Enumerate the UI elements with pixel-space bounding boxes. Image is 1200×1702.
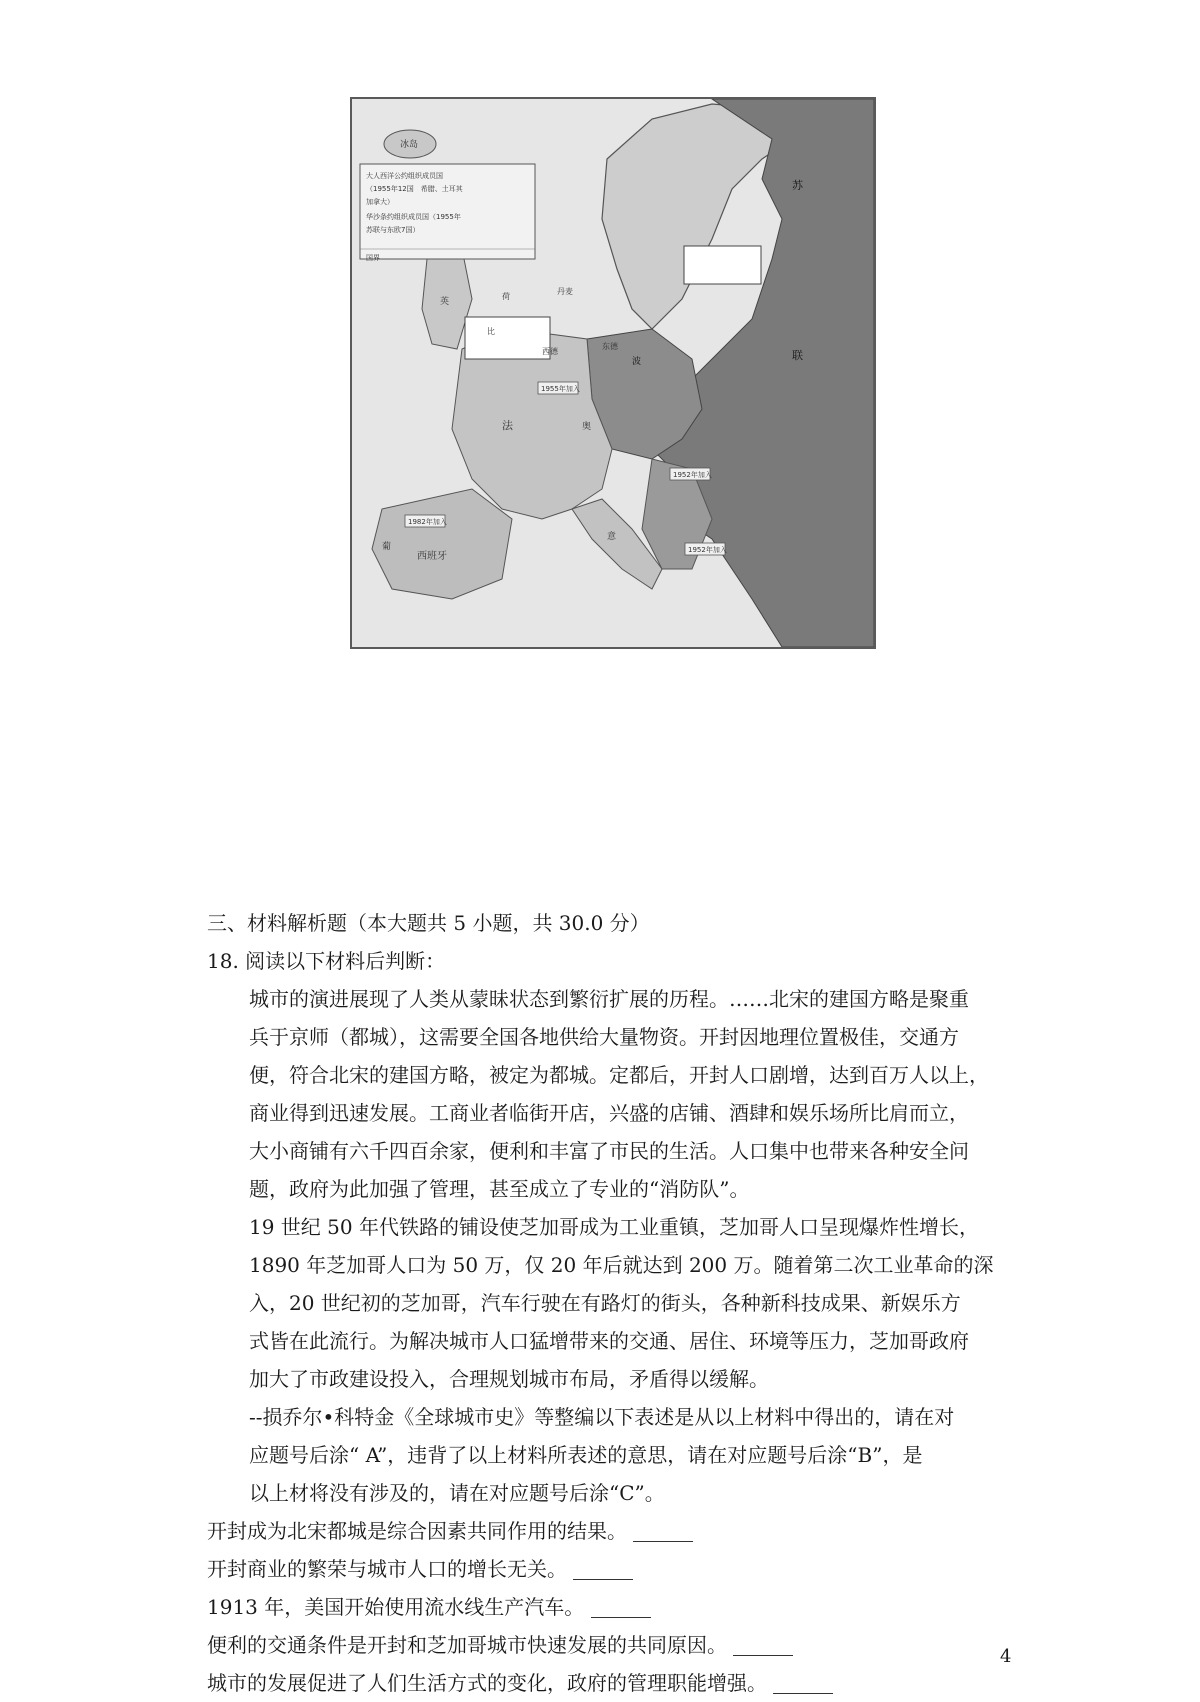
statement-2 — [207, 1550, 1027, 1588]
statement-text: 1913 年，美国开始使用流水线生产汽车。 — [207, 1595, 585, 1619]
annotation-label-1: 1955年加入 — [541, 385, 580, 393]
statement-5 — [207, 1664, 1027, 1702]
material-line: 城市的演进展现了人类从蒙昧状态到繁衍扩展的历程。……北宋的建国方略是聚重 — [249, 987, 969, 1011]
section-heading: 三、材料解析题（本大题共 5 小题，共 30.0 分） — [207, 911, 650, 935]
europe-cold-war-map — [350, 97, 876, 649]
answer-blank[interactable] — [633, 1517, 693, 1542]
statement-3 — [207, 1588, 1027, 1626]
answer-blank[interactable] — [573, 1555, 633, 1580]
material-line: 19 世纪 50 年代铁路的铺设使芝加哥成为工业重镇，芝加哥人口呈现爆炸性增长， — [249, 1215, 979, 1239]
map-svg — [352, 99, 874, 647]
answer-blank[interactable] — [733, 1631, 793, 1656]
question-section — [207, 904, 1027, 1702]
map-label-france: 法 — [502, 419, 513, 432]
material-line: --损乔尔•科特金《全球城市史》等整编以下表述是从以上材料中得出的，请在对 — [249, 1405, 955, 1429]
legend-line-2: （1955年12国 希腊、土耳其 — [366, 185, 463, 193]
material-line: 1890 年芝加哥人口为 50 万，仅 20 年后就达到 200 万。随着第二次工业革命的深 — [249, 1253, 994, 1277]
legend-line-4: 华沙条约组织成员国（1955年 — [366, 213, 461, 221]
statement-text: 开封商业的繁荣与城市人口的增长无关。 — [207, 1557, 567, 1581]
map-label-poland: 波 — [632, 357, 642, 367]
material-line: 题，政府为此加强了管理，甚至成立了专业的“消防队”。 — [249, 1177, 750, 1201]
material-line: 加大了市政建设投入，合理规划城市布局，矛盾得以缓解。 — [249, 1367, 769, 1391]
map-label-spain: 西班牙 — [417, 551, 447, 562]
material-line: 入，20 世纪初的芝加哥，汽车行驶在有路灯的街头，各种新科技成果、新娱乐方 — [249, 1291, 961, 1315]
material-line: 以上材将没有涉及的，请在对应题号后涂“C”。 — [249, 1481, 665, 1505]
answer-blank[interactable] — [773, 1669, 833, 1694]
material-line: 兵于京师（都城），这需要全国各地供给大量物资。开封因地理位置极佳，交通方 — [249, 1025, 959, 1049]
material-line: 便，符合北宋的建国方略，被定为都城。定都后，开封人口剧增，达到百万人以上， — [249, 1063, 989, 1087]
map-label-east-germany: 东德 — [602, 342, 618, 351]
legend-line-5: 苏联与东欧7国） — [366, 226, 420, 234]
legend-line-3: 加拿大） — [366, 198, 394, 206]
legend-line-1: 大人西洋公约组织成员国 — [366, 172, 443, 180]
statement-text: 开封成为北宋都城是综合因素共同作用的结果。 — [207, 1519, 627, 1543]
material-line: 式皆在此流行。为解决城市人口猛增带来的交通、居住、环境等压力，芝加哥政府 — [249, 1329, 969, 1353]
statement-4 — [207, 1626, 1027, 1664]
map-label-denmark: 丹麦 — [557, 287, 573, 296]
legend-line-6: 国界 — [366, 254, 380, 262]
material-line: 大小商铺有六千四百余家，便利和丰富了市民的生活。人口集中也带来各种安全问 — [249, 1139, 969, 1163]
statement-text: 城市的发展促进了人们生活方式的变化，政府的管理职能增强。 — [207, 1671, 767, 1695]
map-label-iceland: 冰岛 — [400, 140, 419, 150]
material-line: 应题号后涂“ A”，违背了以上材料所表述的意思，请在对应题号后涂“B”，是 — [249, 1443, 923, 1467]
statement-1 — [207, 1512, 1027, 1550]
material-line: 商业得到迅速发展。工商业者临街开店，兴盛的店铺、酒肆和娱乐场所比肩而立， — [249, 1101, 969, 1125]
map-label-britain: 英 — [440, 297, 450, 307]
annotation-label-4: 1952年加入 — [688, 546, 727, 554]
callout-box-east — [684, 246, 761, 284]
annotation-label-3: 1982年加入 — [408, 518, 447, 526]
statement-text: 便利的交通条件是开封和芝加哥城市快速发展的共同原因。 — [207, 1633, 727, 1657]
map-label-netherlands: 荷 — [502, 292, 510, 301]
map-label-belgium: 比 — [487, 327, 495, 336]
map-label-italy: 意 — [607, 532, 617, 542]
map-label-austria: 奥 — [582, 422, 592, 432]
map-label-su: 苏 — [792, 179, 803, 192]
question-number-line: 18. 阅读以下材料后判断： — [207, 949, 446, 973]
callout-box-west — [465, 317, 550, 359]
map-label-lian: 联 — [792, 349, 803, 362]
annotation-label-2: 1952年加入 — [673, 471, 712, 479]
map-label-portugal: 葡 — [382, 542, 392, 552]
answer-blank[interactable] — [591, 1593, 651, 1618]
map-label-west-germany: 西德 — [542, 347, 558, 356]
page-number: 4 — [1000, 1646, 1012, 1667]
